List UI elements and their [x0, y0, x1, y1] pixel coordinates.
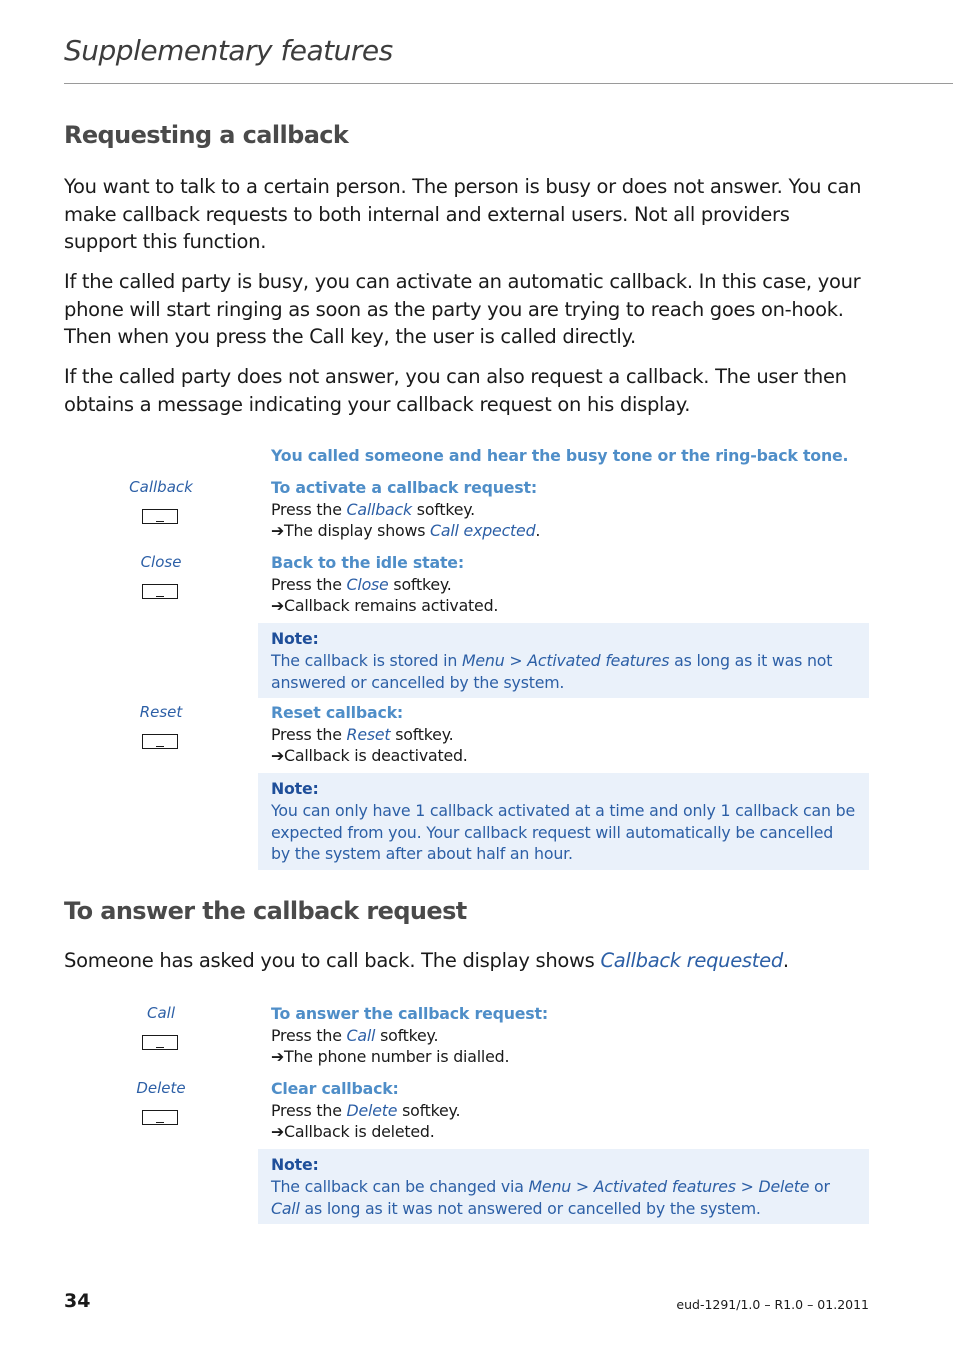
- situation-intro: You called someone and hear the busy tone or the ring-back tone.: [271, 446, 849, 465]
- paragraph-intro: You want to talk to a certain person. The person is busy or does not answer. You can make callback requests to both internal and external users. Not all providers support this function.: [64, 175, 862, 253]
- step-result: ➔The phone number is dialled.: [271, 1047, 510, 1066]
- step-result: ➔The display shows Call expected.: [271, 521, 541, 540]
- document-reference: eud-1291/1.0 – R1.0 – 01.2011: [676, 1297, 869, 1312]
- softkey-icon: [142, 1035, 178, 1050]
- note-title: Note:: [271, 779, 319, 798]
- step-activate-callback: [271, 477, 861, 542]
- step-heading: Reset callback:: [271, 703, 404, 722]
- page-number: 34: [64, 1290, 91, 1312]
- arrow-right-icon: ➔: [271, 1047, 285, 1066]
- step-result: ➔Callback remains activated.: [271, 596, 499, 615]
- note-title: Note:: [271, 1155, 319, 1174]
- section-heading-answer-callback: To answer the callback request: [64, 897, 467, 925]
- note-title: Note:: [271, 629, 319, 648]
- arrow-right-icon: ➔: [271, 746, 285, 765]
- step-heading: To activate a callback request:: [271, 478, 537, 497]
- note-box-limit: [258, 773, 869, 870]
- step-reset-callback: [271, 702, 861, 767]
- step-instruction: Press the Close softkey.: [271, 574, 452, 594]
- section-heading-requesting-callback: Requesting a callback: [64, 121, 349, 149]
- note-text: The callback is stored in Menu > Activated features as long as it was not answered or cancelled by the system.: [271, 650, 833, 692]
- step-heading: Back to the idle state:: [271, 553, 464, 572]
- step-instruction: Press the Delete softkey.: [271, 1100, 461, 1120]
- paragraph-busy: If the called party is busy, you can activate an automatic callback. In this case, your phone will start ringing as soon as the party you are trying to reach goes on-hook. Then when you press the Call key, the user is called directly.: [64, 270, 861, 348]
- step-back-to-idle: [271, 552, 861, 617]
- note-text: You can only have 1 callback activated at a time and only 1 callback can be expected from you. Your callback request will automatically be cancelled by the system after about half an hour.: [271, 800, 855, 864]
- softkey-icon: [142, 509, 178, 524]
- softkey-label-call: Call: [146, 1004, 175, 1022]
- step-result: ➔Callback is deactivated.: [271, 746, 468, 765]
- arrow-right-icon: ➔: [271, 1122, 285, 1141]
- softkey-label-callback: Callback: [129, 478, 193, 496]
- softkey-icon: [142, 584, 178, 599]
- softkey-label-reset: Reset: [139, 703, 183, 721]
- arrow-right-icon: ➔: [271, 596, 285, 615]
- step-clear-callback: [271, 1078, 861, 1143]
- paragraph-no-answer: If the called party does not answer, you can also request a callback. The user then obtains a message indicating your callback request on his display.: [64, 365, 847, 416]
- running-header: Supplementary features: [64, 34, 393, 67]
- step-instruction: Press the Callback softkey.: [271, 499, 475, 519]
- softkey-icon: [142, 734, 178, 749]
- softkey-icon: [142, 1110, 178, 1125]
- header-divider: [64, 83, 953, 84]
- note-box-stored: [258, 623, 869, 698]
- paragraph-answer-intro: Someone has asked you to call back. The display shows Callback requested.: [64, 949, 789, 972]
- step-result: ➔Callback is deleted.: [271, 1122, 435, 1141]
- step-instruction: Press the Call softkey.: [271, 1025, 439, 1045]
- softkey-label-close: Close: [140, 553, 182, 571]
- note-box-change: [258, 1149, 869, 1224]
- softkey-label-delete: Delete: [136, 1079, 186, 1097]
- step-instruction: Press the Reset softkey.: [271, 724, 454, 744]
- step-heading: Clear callback:: [271, 1079, 399, 1098]
- note-text: The callback can be changed via Menu > Activated features > Delete or Call as long as it was not answered or cancelled by the system.: [271, 1176, 830, 1218]
- step-answer-callback: [271, 1003, 861, 1068]
- arrow-right-icon: ➔: [271, 521, 285, 540]
- step-heading: To answer the callback request:: [271, 1004, 548, 1023]
